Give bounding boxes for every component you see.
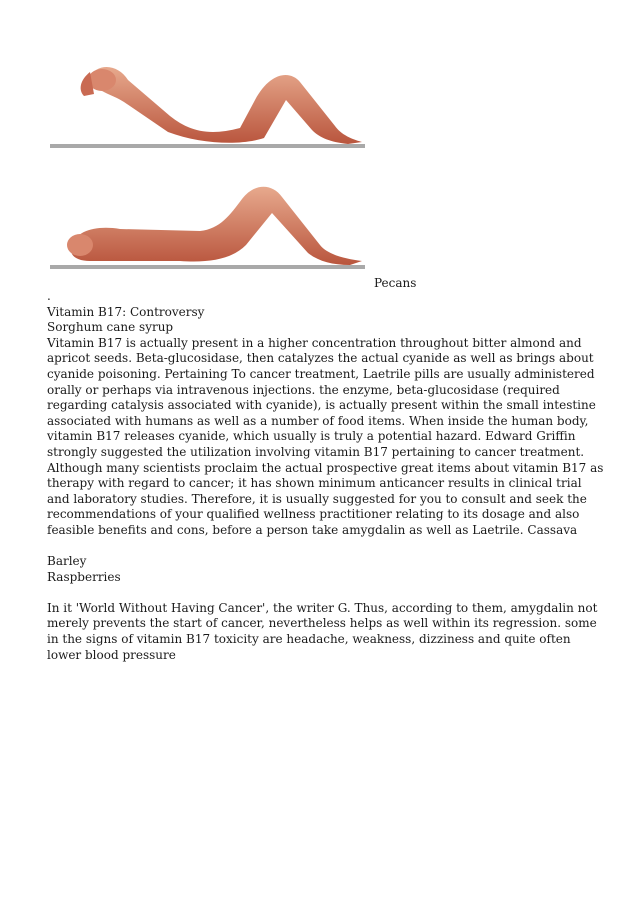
list-item-raspberries: Raspberries xyxy=(47,569,121,584)
crunch-exercise-illustration-down xyxy=(50,175,365,273)
body-text xyxy=(47,289,607,663)
list-item-barley: Barley xyxy=(47,554,87,569)
paragraph-2: In it 'World Without Having Cancer', the writer G. Thus, according to them, amygdalin not merely prevents the start of cancer, nevertheless helps as well within its regression. some in the signs of vitamin B17 toxicity are headache, weakness, dizziness and quite often lower blood pressure xyxy=(47,600,598,662)
crunch-exercise-illustration-up xyxy=(50,50,365,152)
paragraph-1: Vitamin B17 is actually present in a higher concentration throughout bitter almond and apricot seeds. Beta-glucosidase, then catalyzes the actual cyanide as well as brings about cyanide poisoning. Pertaining To cancer treatment, Laetrile pills are usually administered orally or perhaps via intravenous injections. the enzyme, beta-glucosidase (required regarding catalysis associated with cyanide), is actually present within the small intestine associated with humans as well as a number of food items. When inside the human body, vitamin B17 releases cyanide, which usually is truly a potential hazard. Edward Griffin strongly suggested the utilization involving vitamin B17 pertaining to cancer treatment. Although many scientists proclaim the actual prospective great items about vitamin B17 as therapy with regard to cancer; it has shown minimum anticancer results in clinical trial and laboratory studies. Therefore, it is usually suggested for you to consult and seek the recommendations of your qualified wellness practitioner relating to its dosage and also feasible benefits and cons, before a person take amygdalin as well as Laetrile. Cassava xyxy=(47,335,604,537)
list-item-sorghum: Sorghum cane syrup xyxy=(47,320,174,335)
dot-line: . xyxy=(47,289,51,303)
section-heading: Vitamin B17: Controversy xyxy=(47,304,205,319)
spacer xyxy=(47,539,607,555)
image-caption: Pecans xyxy=(374,276,417,290)
spacer xyxy=(47,585,607,601)
